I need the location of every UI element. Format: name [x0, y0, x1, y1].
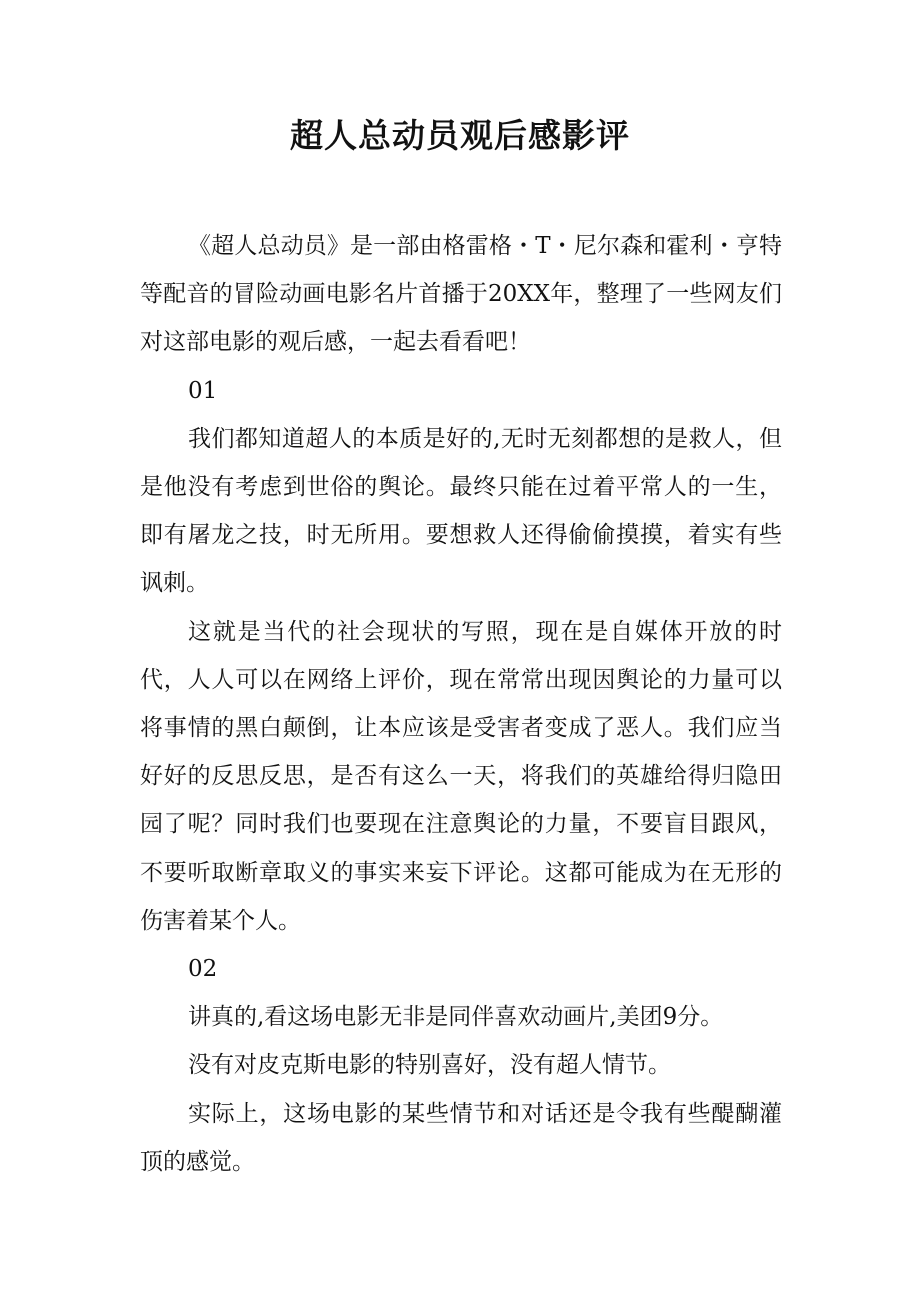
body-paragraph: 这就是当代的社会现状的写照，现在是自媒体开放的时代，人人可以在网络上评价，现在常常出现因舆论的力量可以将事情的黑白颠倒，让本应该是受害者变成了恶人。我们应当好好的反思反思，是否有这么一天，将我们的英雄给得归隐田园了呢？同时我们也要现在注意舆论的力量，不要盲目跟风，不要听取断章取义的事实来妄下评论。这都可能成为在无形的伤害着某个人。	[140, 618, 782, 934]
document-title: 超人总动员观后感影评	[290, 116, 630, 155]
intro-paragraph: 《超人总动员》是一部由格雷格・T・尼尔森和霍利・亨特等配音的冒险动画电影名片首播于20XX年，整理了一些网友们对这部电影的观后感，一起去看看吧！	[140, 233, 782, 356]
section-number-02: 02	[188, 956, 218, 983]
body-paragraph: 我们都知道超人的本质是好的,无时无刻都想的是救人，但是他没有考虑到世俗的舆论。最终只能在过着平常人的一生，即有屠龙之技，时无所用。要想救人还得偷偷摸摸，着实有些讽刺。	[140, 425, 782, 597]
body-paragraph: 讲真的,看这场电影无非是同伴喜欢动画片,美团9分。	[188, 1004, 724, 1031]
document-body	[140, 222, 782, 1186]
body-paragraph: 实际上，这场电影的某些情节和对话还是令我有些醍醐灌顶的感觉。	[140, 1100, 782, 1175]
section-number-01: 01	[188, 377, 218, 404]
body-paragraph: 没有对皮克斯电影的特别喜好，没有超人情节。	[188, 1052, 671, 1079]
